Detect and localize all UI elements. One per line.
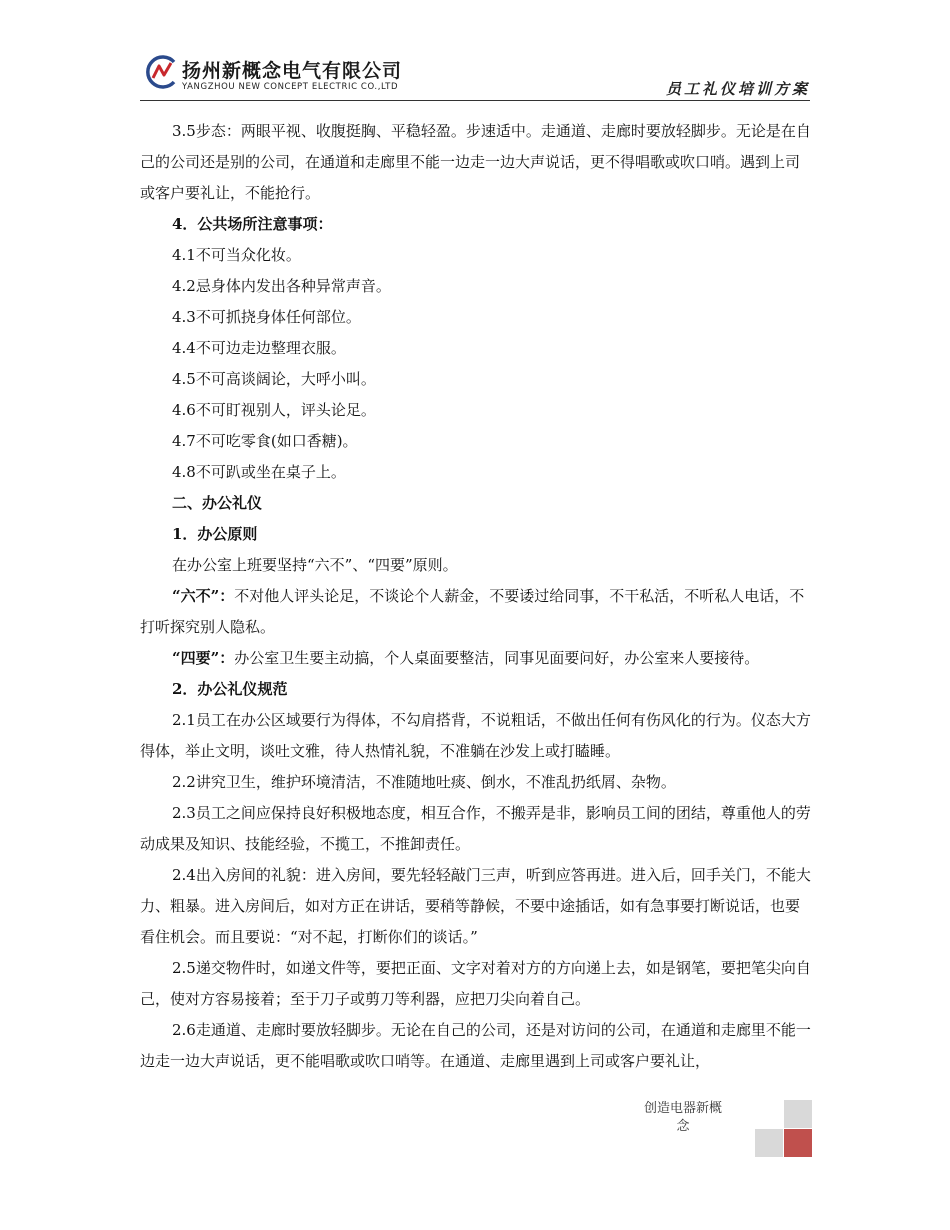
paragraph-principle: 在办公室上班要坚持“六不”、“四要”原则。: [172, 556, 458, 574]
list-item: 4.3不可抓挠身体任何部位。: [172, 308, 361, 326]
list-item: 4.2忌身体内发出各种异常声音。: [172, 277, 391, 295]
company-name-cn: 扬州新概念电气有限公司: [182, 60, 403, 82]
section-office-etiquette: 二、办公礼仪: [172, 494, 263, 512]
document-body: [140, 116, 812, 1077]
paragraph-2-2: 2.2讲究卫生，维护环境清洁，不准随地吐痰、倒水，不准乱扔纸屑、杂物。: [172, 773, 676, 791]
paragraph-siyao: [140, 643, 812, 674]
paragraph-2-3: 2.3员工之间应保持良好积极地态度，相互合作，不搬弄是非，影响员工间的团结，尊重他人的劳动成果及知识、技能经验，不揽工，不推卸责任。: [140, 804, 811, 853]
paragraph-3-5: 3.5步态：两眼平视、收腹挺胸、平稳轻盈。步速适中。走通道、走廊时要放轻脚步。无论是在自己的公司还是别的公司，在通道和走廊里不能一边走一边大声说话，更不得唱歌或吹口哨。遇到上司或客户要礼让，不能抢行。: [140, 122, 811, 202]
siyao-text: 办公室卫生要主动搞，个人桌面要整洁，同事见面要问好，办公室来人要接待。: [234, 649, 760, 667]
heading-office-principles: 1．办公原则: [172, 525, 258, 543]
list-item: 4.6不可盯视别人，评头论足。: [172, 401, 376, 419]
liubu-label: “六不”：: [172, 587, 235, 605]
list-item: 4.4不可边走边整理衣服。: [172, 339, 346, 357]
list-item: 4.5不可高谈阔论，大呼小叫。: [172, 370, 376, 388]
company-name-en: YANGZHOU NEW CONCEPT ELECTRIC CO.,LTD: [182, 82, 399, 92]
paragraph-liubu: [140, 581, 812, 643]
company-logo-icon: [144, 54, 180, 90]
paragraph-2-6: 2.6走通道、走廊时要放轻脚步。无论在自己的公司，还是对访问的公司，在通道和走廊里不能一边走一边大声说话，更不能唱歌或吹口哨等。在通道、走廊里遇到上司或客户要礼让，: [140, 1021, 811, 1070]
footer-decor-square: [784, 1100, 812, 1128]
liubu-text: 不对他人评头论足，不谈论个人薪金，不要诿过给同事，不干私活，不听私人电话，不打听探究别人隐私。: [140, 587, 805, 636]
paragraph-2-5: 2.5递交物件时，如递文件等，要把正面、文字对着对方的方向递上去，如是钢笔，要把笔尖向自己，使对方容易接着；至于刀子或剪刀等利器，应把刀尖向着自己。: [140, 959, 811, 1008]
header-divider: [140, 100, 810, 101]
siyao-label: “四要”：: [172, 649, 235, 667]
list-item: 4.7不可吃零食(如口香糖)。: [172, 432, 358, 450]
paragraph-2-1: 2.1员工在办公区域要行为得体，不勾肩搭背，不说粗话，不做出任何有伤风化的行为。仪态大方得体，举止文明，谈吐文雅，待人热情礼貌，不准躺在沙发上或打瞌睡。: [140, 711, 811, 760]
list-item: 4.8不可趴或坐在桌子上。: [172, 463, 346, 481]
page-header: [140, 52, 810, 102]
heading-office-norms: 2．办公礼仪规范: [172, 680, 288, 698]
document-title: 员工礼仪培训方案: [665, 80, 810, 98]
list-item: 4.1不可当众化妆。: [172, 246, 301, 264]
paragraph-2-4: 2.4出入房间的礼貌：进入房间，要先轻轻敲门三声，听到应答再进。进入后，回手关门，不能大力、粗暴。进入房间后，如对方正在讲话，要稍等静候，不要中途插话，如有急事要打断说话，也要看住机会。而且要说：“对不起，打断你们的谈话。”: [140, 866, 811, 946]
heading-public-places: 4．公共场所注意事项：: [172, 215, 333, 233]
footer-decor-square-red: [784, 1129, 812, 1157]
footer-decor-square: [755, 1129, 783, 1157]
footer-slogan: 创造电器新概念: [643, 1101, 722, 1134]
